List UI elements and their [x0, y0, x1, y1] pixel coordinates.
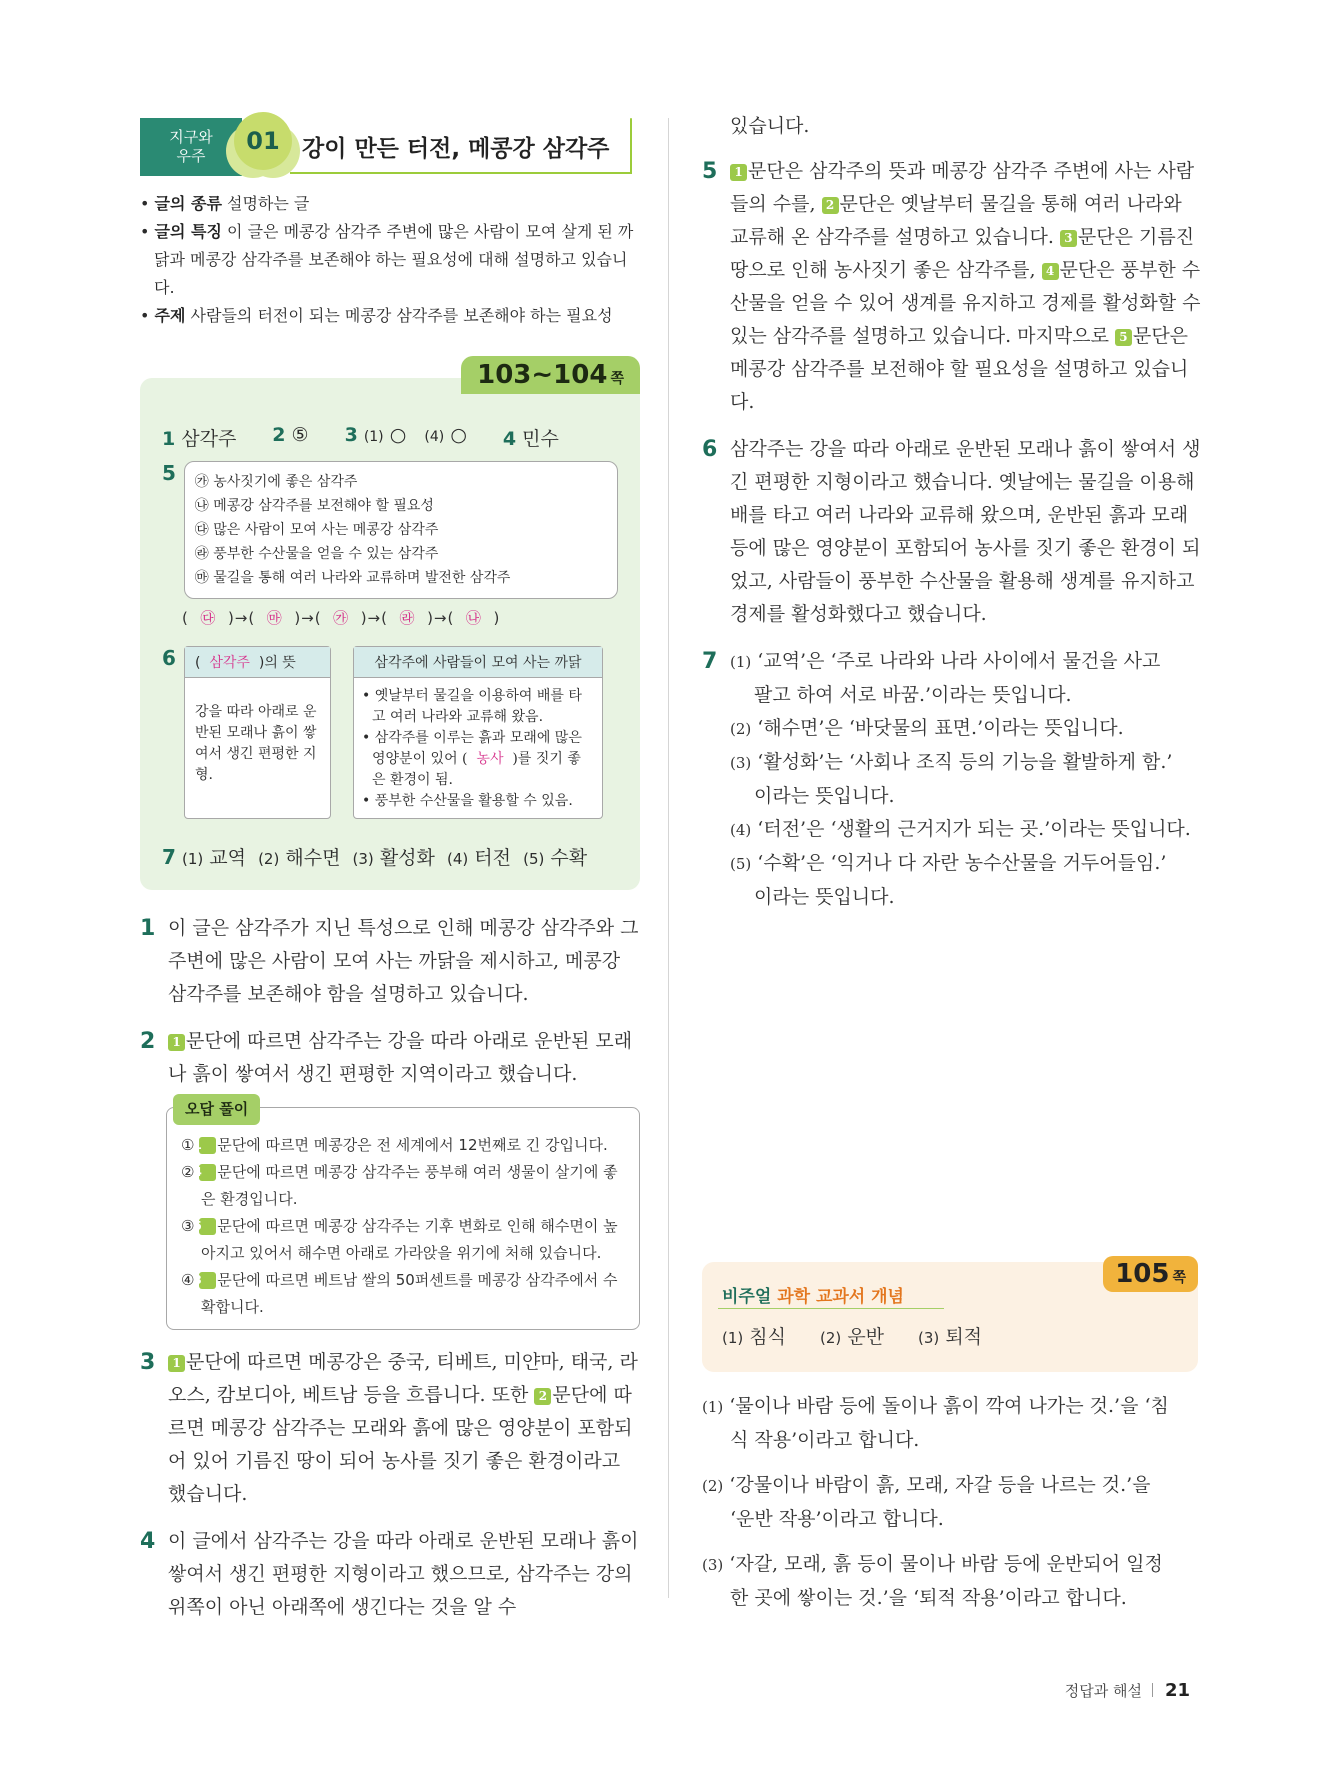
- visual-title-b: 과학 교과서 개념: [777, 1287, 904, 1307]
- header-underline: [290, 172, 632, 174]
- item-text: ‘수확’은 ‘익거나 다 자란 농수산물을 거두어들임.’: [757, 852, 1167, 874]
- explanation-body: 문단은 메콩강 삼각주를 보전해야 할 필요성을 설명하고 있습니다.: [730, 325, 1189, 413]
- answer-value: 해수면: [285, 847, 341, 869]
- item-text: ‘터전’은 ‘생활의 근거지가 되는 곳.’이라는 뜻입니다.: [757, 818, 1191, 840]
- wrong-answer-item: [181, 1159, 625, 1213]
- answer-1: [162, 424, 236, 451]
- footer-label: 정답과 해설: [1064, 1682, 1142, 1700]
- reason-body: [354, 678, 602, 818]
- paragraph-marker: 1: [730, 164, 747, 181]
- subject-tag: [140, 118, 242, 176]
- visual-explanation-item: [702, 1469, 1202, 1536]
- reason-text: 옛날부터 물길을 이용하여 배를 타고 여러 나라와 교류해 왔음.: [372, 688, 582, 725]
- answer-number: 1: [162, 428, 176, 450]
- explanation-6: [702, 433, 1202, 631]
- answer-part: (1): [363, 429, 384, 445]
- answer-part: (5): [523, 850, 545, 868]
- explanation-3: [140, 1346, 640, 1511]
- reason-text: 풍부한 수산물을 활용할 수 있음.: [374, 793, 573, 809]
- visual-concept-box: [702, 1259, 1198, 1372]
- answer-value: 교역: [209, 847, 246, 869]
- list-item: ㉲ 물길을 통해 여러 나라와 교류하며 발전한 삼각주: [194, 570, 511, 586]
- explanation-body: 문단에 따르면 삼각주는 강을 따라 아래로 운반된 모래나 흙이 쌓여서 생긴 편평한 지역이라고 했습니다.: [168, 1030, 633, 1085]
- bullet-label: 글의 특징: [154, 222, 222, 241]
- reason-item: • 삼각주를 이루는 흙과 모래에 많은 영양분이 있어 ( 농사 )를 짓기 좋은 환경이 됨.: [362, 730, 582, 788]
- item-text: 문단에 따르면 메콩강은 전 세계에서 12번째로 긴 강입니다.: [217, 1136, 608, 1154]
- header-edge: [630, 118, 632, 174]
- answer-number: 4: [502, 428, 517, 450]
- answer-box: [140, 360, 640, 890]
- visual-explanations: [702, 1390, 1202, 1627]
- answer-3: [345, 424, 467, 451]
- explanation-number: 6: [702, 437, 718, 462]
- item-text: ‘해수면’은 ‘바닷물의 표면.’이라는 뜻입니다.: [757, 717, 1124, 739]
- explanation-text: [730, 155, 1202, 419]
- explanation-5: [702, 155, 1202, 419]
- item-number: (3): [730, 754, 752, 772]
- item-number: (5): [730, 855, 752, 873]
- item-text: ‘활성화’는 ‘사회나 조직 등의 기능을 활발하게 함.’: [757, 751, 1173, 773]
- answer-value: 퇴적: [945, 1326, 983, 1348]
- paragraph-marker: 4: [199, 1164, 216, 1181]
- answer-5-list: [184, 461, 618, 599]
- definition-header: ( 삼각주 )의 뜻: [185, 647, 330, 678]
- answer-row-1-4: [162, 424, 618, 451]
- visual-page-tag: [1103, 1256, 1198, 1292]
- bullet-text: 이 글은 메콩강 삼각주 주변에 많은 사람이 모여 살게 된 까닭과 메콩강 삼각주를 보존해야 하는 필요성에 대해 설명하고 있습니다.: [154, 222, 634, 297]
- item-text-cont: 팔고 하여 서로 바꿈.’이라는 뜻입니다.: [754, 684, 1072, 706]
- paragraph-marker: 2: [822, 197, 839, 214]
- list-item: ㉰ 많은 사람이 모여 사는 메콩강 삼각주: [194, 522, 439, 538]
- answer-page-tag: [461, 356, 640, 394]
- explanation-2: [140, 1025, 640, 1091]
- continued-text: 있습니다.: [730, 115, 810, 137]
- item-number: (4): [730, 821, 752, 839]
- answer-4: [503, 424, 559, 451]
- right-column: [702, 110, 1202, 928]
- answer-number: 7: [162, 845, 176, 869]
- answer-6-definition-box: [184, 646, 331, 819]
- bullet-text: 설명하는 글: [221, 194, 310, 213]
- column-divider: [668, 118, 669, 1598]
- item-number: (2): [730, 720, 752, 738]
- lesson-header: [140, 110, 640, 180]
- page-number: 21: [1164, 1680, 1190, 1701]
- paragraph-marker: 3: [1060, 230, 1077, 247]
- item-number: (2): [702, 1477, 724, 1495]
- reason-text: 삼각주를 이루는 흙과 모래에 많은 영양분이 있어 (: [372, 730, 582, 767]
- item-text-cont: ‘운반 작용’이라고 합니다.: [730, 1508, 944, 1530]
- lesson-title: 강이 만든 터전, 메콩강 삼각주: [302, 136, 610, 162]
- answer-6: [162, 646, 618, 819]
- item-number: ③: [181, 1217, 195, 1235]
- reason-item: • 풍부한 수산물을 활용할 수 있음.: [362, 793, 573, 809]
- paragraph-marker: 1: [168, 1034, 185, 1051]
- item-number: (1): [702, 1398, 724, 1416]
- paragraph-marker: 1: [199, 1137, 216, 1154]
- explanation-number: 5: [702, 159, 718, 184]
- explanation-text: [168, 1346, 640, 1511]
- left-column: [140, 110, 640, 1638]
- item-text: 문단에 따르면 메콩강 삼각주는 기후 변화로 인해 해수면이 높아지고 있어서 해수면 아래로 가라앉을 위기에 처해 있습니다.: [201, 1217, 618, 1262]
- bullet-text: 사람들의 터전이 되는 메콩강 삼각주를 보존해야 하는 필요성: [185, 306, 613, 325]
- explanation-7-item: [730, 813, 1191, 847]
- bullet-label: 글의 종류: [154, 194, 222, 213]
- answer-value: 삼각주: [181, 428, 237, 450]
- item-text: ‘물이나 바람 등에 돌이나 흙이 깍여 나가는 것.’을 ‘침: [729, 1395, 1169, 1417]
- sequence-item: ㉰: [200, 609, 217, 627]
- explanation-text: 이 글에서 삼각주는 강을 따라 아래로 운반된 모래나 흙이 쌓여서 생긴 편평한 지형이라고 했으므로, 삼각주는 강의 위쪽이 아닌 아래쪽에 생긴다는 것을 알 수: [168, 1530, 639, 1618]
- definition-body: 강을 따라 아래로 운반된 모래나 흙이 쌓여서 생긴 편평한 지형.: [195, 704, 317, 783]
- answer-value: ○: [450, 424, 467, 446]
- item-text-cont: 한 곳에 쌓이는 것.’을 ‘퇴적 작용’이라고 합니다.: [730, 1587, 1127, 1609]
- item-number: (3): [702, 1556, 724, 1574]
- answer-7: [162, 843, 618, 870]
- explanation-7-list: [730, 645, 1191, 914]
- item-number: ①: [181, 1136, 195, 1154]
- paragraph-marker: 3: [199, 1272, 216, 1289]
- item-text-cont: 식 작용’이라고 합니다.: [730, 1429, 920, 1451]
- summary-bullets: [140, 190, 640, 330]
- answer-part: (2): [258, 850, 280, 868]
- answer-page-unit: 쪽: [610, 371, 624, 387]
- answer-5: [162, 461, 618, 599]
- answer-value: 침식: [749, 1326, 787, 1348]
- answer-value: 수확: [550, 847, 588, 869]
- answer-value: 활성화: [379, 847, 435, 869]
- answer-part: (2): [820, 1329, 842, 1347]
- explanation-number: 4: [140, 1529, 156, 1554]
- explanation-7-item: [730, 645, 1191, 679]
- visual-exp-line: [702, 1548, 1202, 1582]
- answer-value: 터전: [474, 847, 511, 869]
- answer-part: (4): [424, 429, 445, 445]
- explanation-text: 이 글은 삼각주가 지닌 특성으로 인해 메콩강 삼각주와 그 주변에 많은 사람이 모여 사는 까닭을 제시하고, 메콩강 삼각주를 보존해야 함을 설명하고 있습니다.: [168, 917, 639, 1005]
- sequence-item: ㉲: [266, 609, 283, 627]
- reason-text: )를 짓기 좋은 환경이 됨.: [372, 751, 581, 788]
- paragraph-marker: 5: [1115, 329, 1132, 346]
- visual-page-unit: 쪽: [1172, 1270, 1186, 1286]
- answer-number: 2: [272, 424, 286, 446]
- wrong-answer-tag: 오답 풀이: [173, 1094, 260, 1125]
- visual-answer: [820, 1322, 884, 1349]
- answer-5-sequence: ( ㉰ )→( ㉲ )→( ㉮ )→( ㉱ )→( ㉯ ): [182, 609, 501, 627]
- paragraph-marker: 2: [534, 1388, 551, 1405]
- visual-answer: [918, 1322, 982, 1349]
- reason-blank: 농사: [476, 751, 504, 767]
- explanation-7-item: [730, 847, 1191, 881]
- answer-value: ○: [389, 424, 407, 446]
- answer-value: ⑤: [291, 424, 309, 446]
- item-number: ④: [181, 1271, 195, 1289]
- item-text-cont: 이라는 뜻입니다.: [754, 886, 895, 908]
- visual-title-underline: [718, 1308, 944, 1309]
- list-item: ㉯ 메콩강 삼각주를 보전해야 할 필요성: [194, 498, 434, 514]
- visual-exp-line: [702, 1469, 1202, 1503]
- sequence-item: ㉮: [333, 609, 350, 627]
- item-text: 문단에 따르면 메콩강 삼각주는 풍부해 여러 생물이 살기에 좋은 환경입니다.: [201, 1163, 618, 1208]
- wrong-answer-item: [181, 1213, 625, 1267]
- answer-number: 5: [162, 461, 176, 485]
- subject-tag-line2: 우주: [176, 147, 206, 165]
- item-number: (1): [730, 653, 752, 671]
- bullet-feature: • 글의 특징 이 글은 메콩강 삼각주 주변에 많은 사람이 모여 살게 된 까닭과 메콩강 삼각주를 보존해야 하는 필요성에 대해 설명하고 있습니다.: [140, 222, 634, 297]
- explanation-text: 삼각주는 강을 따라 아래로 운반된 모래나 흙이 쌓여서 생긴 편평한 지형이라고 했습니다. 옛날에는 물길을 이용해 배를 타고 여러 나라와 교류해 왔으며, 운반된 흙과 모래 등에 많은 영양분이 포함되어 농사를 짓기 좋은 환경이 되었고, 사람들이 풍부한 수산물을 활용해 생계를 유지하고 경제를 활성화했다고 했습니다.: [730, 438, 1201, 625]
- explanation-number: 3: [140, 1350, 156, 1375]
- definition-header-suffix: )의 뜻: [258, 655, 296, 671]
- lesson-number: 01: [234, 112, 292, 170]
- visual-answer: [722, 1322, 786, 1349]
- visual-title-a: 비주얼: [722, 1287, 778, 1307]
- item-text-cont: 이라는 뜻입니다.: [754, 785, 895, 807]
- item-text: 문단에 따르면 베트남 쌀의 50퍼센트를 메콩강 삼각주에서 수확합니다.: [201, 1271, 618, 1316]
- paragraph-marker: 4: [1042, 263, 1059, 280]
- explanation-7-item: [730, 712, 1191, 746]
- answer-part: (3): [352, 850, 374, 868]
- answer-part: (4): [446, 850, 469, 868]
- answer-part: (1): [722, 1329, 744, 1347]
- explanations-left: [140, 912, 640, 1624]
- answer-6-reason-box: [353, 646, 603, 819]
- footer-separator: [1152, 1683, 1153, 1697]
- answer-number: 3: [344, 424, 358, 446]
- explanation-body: 문단에 따르면 메콩강 삼각주는 모래와 흙에 많은 영양분이 포함되어 있어 기름진 땅이 되어 농사를 짓기 좋은 환경이라고 했습니다.: [168, 1384, 633, 1505]
- explanation-body: 문단은 풍부한 수산물을 얻을 수 있어 생계를 유지하고 경제를 활성화할 수 있는 삼각주를 설명하고 있습니다. 마지막으로: [730, 259, 1201, 347]
- bullet-theme: • 주제 사람들의 터전이 되는 메콩강 삼각주를 보존해야 하는 필요성: [140, 306, 613, 325]
- item-text: ‘자갈, 모래, 흙 등이 물이나 바람 등에 운반되어 일정: [729, 1553, 1163, 1575]
- visual-explanation-item: [702, 1390, 1202, 1457]
- explanation-number: 7: [702, 649, 718, 674]
- list-item: ㉱ 풍부한 수산물을 얻을 수 있는 삼각주: [194, 546, 439, 562]
- explanation-7-item: [730, 746, 1191, 780]
- paragraph-marker: 1: [168, 1355, 185, 1372]
- explanation-text: [168, 1025, 640, 1091]
- wrong-answer-box: [166, 1100, 640, 1330]
- answer-value: 운반: [847, 1326, 885, 1348]
- answer-number: 6: [162, 646, 176, 670]
- item-text: ‘교역’은 ‘주로 나라와 나라 사이에서 물건을 사고: [757, 650, 1161, 672]
- bullet-genre: • 글의 종류 설명하는 글: [140, 194, 310, 213]
- explanation-body: 문단에 따르면 메콩강은 중국, 티베트, 미얀마, 태국, 라오스, 캄보디아, 베트남 등을 흐릅니다. 또한: [168, 1351, 638, 1406]
- reason-header: 삼각주에 사람들이 모여 사는 까닭: [354, 647, 602, 678]
- explanation-7: [702, 645, 1202, 914]
- visual-page-number: 105: [1115, 1259, 1170, 1289]
- explanation-number: 1: [140, 916, 156, 941]
- answer-value: 민수: [522, 428, 559, 450]
- answer-part: (3): [918, 1329, 940, 1347]
- definition-blank: 삼각주: [209, 655, 250, 671]
- explanation-4: [140, 1525, 640, 1624]
- answer-page-number: 103~104: [477, 360, 608, 390]
- wrong-answer-item: [181, 1267, 625, 1321]
- wrong-answer-item: [181, 1132, 625, 1159]
- sequence-item: ㉱: [399, 609, 416, 627]
- explanation-body: 문단은 옛날부터 물길을 통해 여러 나라와 교류해 온 삼각주를 설명하고 있습니다.: [730, 193, 1182, 248]
- page-footer: [1065, 1680, 1190, 1701]
- visual-answers: [722, 1322, 982, 1349]
- reason-item: • 옛날부터 물길을 이용하여 배를 타고 여러 나라와 교류해 왔음.: [362, 688, 582, 725]
- answer-part: (1): [181, 850, 204, 868]
- visual-title: [722, 1282, 904, 1307]
- explanation-number: 2: [140, 1029, 156, 1054]
- bullet-label: 주제: [154, 306, 186, 325]
- subject-tag-line1: 지구와: [169, 128, 213, 146]
- item-text: ‘강물이나 바람이 흙, 모래, 자갈 등을 나르는 것.’을: [729, 1474, 1151, 1496]
- visual-explanation-item: [702, 1548, 1202, 1615]
- list-item: ㉮ 농사짓기에 좋은 삼각주: [194, 474, 358, 490]
- explanation-body: 문단은 기름진 땅으로 인해 농사짓기 좋은 삼각주를,: [730, 226, 1195, 281]
- visual-exp-line: [702, 1390, 1202, 1424]
- paragraph-marker: 5: [199, 1218, 216, 1235]
- explanation-1: [140, 912, 640, 1011]
- explanation-body: 문단은 삼각주의 뜻과 메콩강 삼각주 주변에 사는 사람들의 수를,: [730, 160, 1195, 215]
- sequence-item: ㉯: [465, 609, 482, 627]
- answer-2: [272, 424, 308, 451]
- item-number: ②: [181, 1163, 195, 1181]
